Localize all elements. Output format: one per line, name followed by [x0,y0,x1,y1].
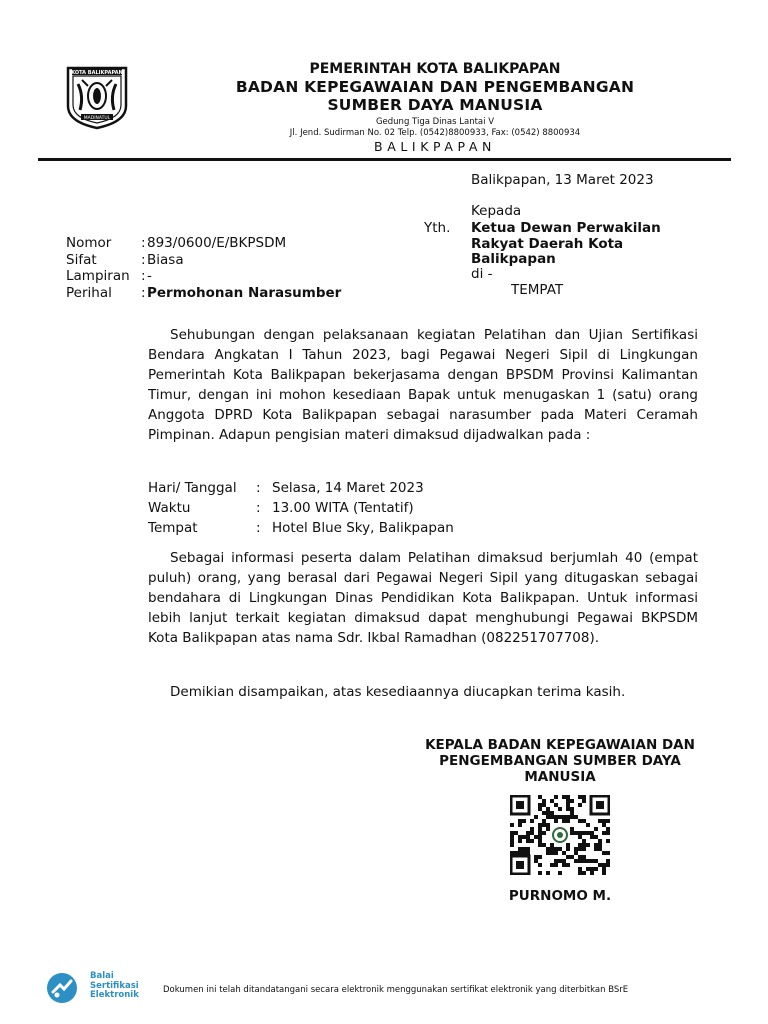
schedule-label: Waktu [148,500,191,516]
meta-value: Permohonan Narasumber [147,284,342,301]
body-paragraph-3: Demikian disampaikan, atas kesediaannya diucapkan terima kasih. [170,684,626,700]
header-city: BALIKPAPAN [374,139,496,154]
recipient-di: di - [471,266,493,282]
header-divider [38,158,731,161]
emblem-top-text: KOTA BALIKPAPAN [71,70,123,76]
bsre-logo-text [90,972,139,1001]
recipient-kepada: Kepada [471,203,522,219]
schedule-label: Tempat [148,520,198,536]
header-government: PEMERINTAH KOTA BALIKPAPAN [309,61,561,77]
emblem-bottom-text: MADINATUL [83,116,111,121]
recipient-tempat: TEMPAT [511,282,564,298]
meta-colon: : [141,251,146,268]
recipient-name-line2: Rakyat Daerah Kota [471,236,624,252]
meta-value: Biasa [147,251,184,268]
meta-label: Perihal [66,284,112,301]
header-agency-line2: SUMBER DAYA MANUSIA [327,96,543,114]
signatory-title [398,737,722,785]
schedule-value: Selasa, 14 Maret 2023 [272,480,424,496]
meta-colon: : [141,284,146,301]
city-emblem-logo [64,62,130,130]
bsre-text-line1: Balai [90,971,114,981]
header-agency-line1: BADAN KEPEGAWAIAN DAN PENGEMBANGAN [235,78,635,96]
meta-value: 893/0600/E/BKPSDM [147,235,287,251]
header-address-street: Jl. Jend. Sudirman No. 02 Telp. (0542)8800933, Fax: (0542) 8800934 [289,128,581,138]
schedule-row-time [148,498,414,518]
bsre-text-line2: Sertifikasi [90,980,139,991]
meta-label: Nomor [66,235,112,251]
signatory-title-line1: KEPALA BADAN KEPEGAWAIAN DAN [425,737,695,753]
meta-colon: : [141,268,146,284]
meta-colon: : [141,235,146,251]
recipient-name-line3: Balikpapan [471,251,556,267]
schedule-row-date [148,478,424,498]
schedule-label: Hari/ Tanggal [148,480,237,496]
letter-date: Balikpapan, 13 Maret 2023 [471,172,654,188]
recipient-name-line1: Ketua Dewan Perwakilan [471,220,661,236]
schedule-colon: : [256,520,261,536]
footer-esign-note: Dokumen ini telah ditandatangani secara elektronik menggunakan sertifikat elektronik yang diterbitkan BSrE [163,985,629,995]
meta-label: Lampiran [66,268,130,284]
bsre-logo-icon [46,972,78,1004]
body-paragraph-1: Sehubungan dengan pelaksanaan kegiatan Pelatihan dan Ujian Sertifikasi Bendara Angkatan I Tahun 2023, bagi Pegawai Negeri Sipil di Lingkungan Pemerintah Kota Balikpapan bekerjasama dengan BPSDM Provinsi Kalimantan Timur, dengan ini mohon kesediaan Bapak untuk menugaskan 1 (satu) orang Anggota DPRD Kota Balikpapan sebagai narasumber pada Materi Ceramah Pimpinan. Adapun pengisian materi dimaksud dijadwalkan pada : [148,327,698,443]
meta-label: Sifat [66,251,97,268]
meta-value: - [147,268,152,284]
header-address-building: Gedung Tiga Dinas Lantai V [375,117,495,127]
bsre-text-line3: Elektronik [90,990,139,1000]
signatory-title-line3: MANUSIA [524,769,596,785]
qr-code-signature [510,795,610,875]
body-paragraph-2: Sebagai informasi peserta dalam Pelatihan dimaksud berjumlah 40 (empat puluh) orang, yang berasal dari Pegawai Negeri Sipil yang ditugaskan sebagai bendahara di Lingkungan Dinas Pendidikan Kota Balikpapan. Untuk informasi lebih lanjut terkait kegiatan dimaksud dapat menghubungi Pegawai BKPSDM Kota Balikpapan atas nama Sdr. Ikbal Ramadhan (082251707708). [148,550,698,646]
schedule-colon: : [256,480,261,496]
signatory-title-line2: PENGEMBANGAN SUMBER DAYA [439,753,681,769]
schedule-value: 13.00 WITA (Tentatif) [272,500,414,516]
schedule-block [148,478,454,538]
recipient-yth: Yth. [424,220,451,236]
signatory-name: PURNOMO M. [508,888,612,904]
schedule-row-place [148,518,454,538]
schedule-value: Hotel Blue Sky, Balikpapan [272,520,454,536]
schedule-colon: : [256,500,261,516]
